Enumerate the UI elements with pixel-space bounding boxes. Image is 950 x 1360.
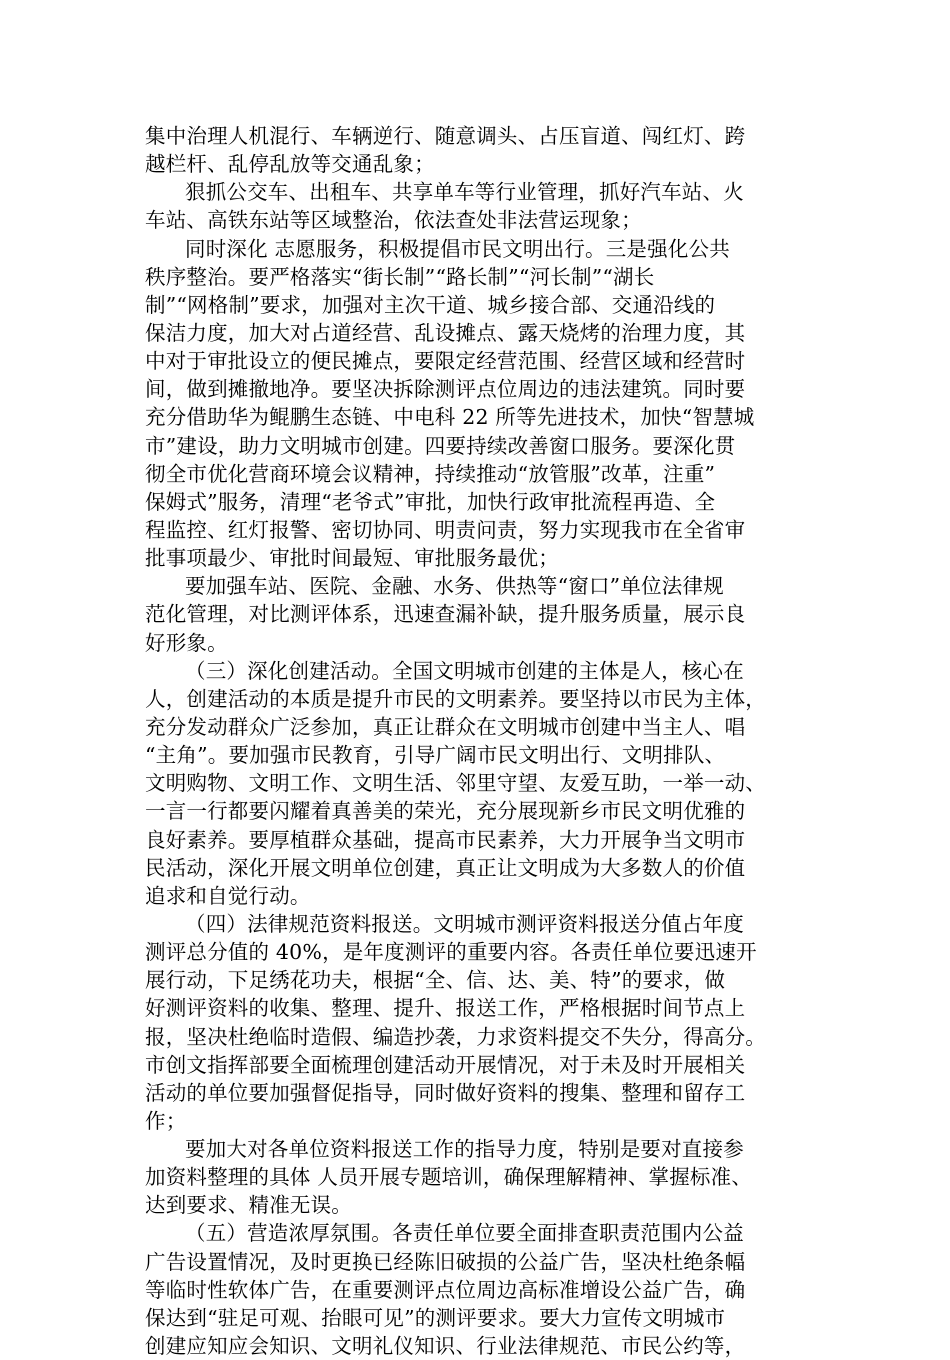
text-line: （三）深化创建活动。全国文明城市创建的主体是人，核心在 [185,658,744,683]
text-line: 同时深化 志愿服务，积极提倡市民文明出行。三是强化公共 [185,236,730,261]
text-line: 市创文指挥部要全面梳理创建活动开展情况，对于未及时开展相关 [145,1052,746,1077]
text-line: 报，坚决杜绝临时造假、编造抄袭，力求资料提交不失分，得高分。 [145,1024,766,1049]
text-line: 要加强车站、医院、金融、水务、供热等“窗口”单位法律规 [185,574,724,599]
text-line: 展行动，下足绣花功夫，根据“全、信、达、美、特”的要求，做 [145,968,726,993]
text-line: 达到要求、精准无误。 [145,1193,352,1218]
text-line: 程监控、红灯报警、密切协同、明责问责，努力实现我市在全省审 [145,517,746,542]
text-line: 好形象。 [145,630,228,655]
text-line: 民活动，深化开展文明单位创建，真正让文明成为大多数人的价值 [145,855,746,880]
text-line: 中对于审批设立的便民摊点，要限定经营范围、经营区域和经营时 [145,349,746,374]
text-line: 保洁力度，加大对占道经营、乱设摊点、露天烧烤的治理力度，其 [145,320,746,345]
text-line: 狠抓公交车、出租车、共享单车等行业管理，抓好汽车站、火 [185,180,744,205]
text-line: （五）营造浓厚氛围。各责任单位要全面排查职责范围内公益 [185,1221,744,1246]
text-line: 广告设置情况，及时更换已经陈旧破损的公益广告，坚决杜绝条幅 [145,1249,746,1274]
text-line: 彻全市优化营商环境会议精神，持续推动“放管服”改革，注重” [145,461,716,486]
text-line: 市”建设，助力文明城市创建。四要持续改善窗口服务。要深化贯 [145,433,736,458]
text-line: 等临时性软体广告，在重要测评点位周边高标准增设公益广告，确 [145,1277,746,1302]
text-line: 越栏杆、乱停乱放等交通乱象； [145,152,435,177]
text-line: （四）法律规范资料报送。文明城市测评资料报送分值占年度 [185,911,744,936]
text-line: 集中治理人机混行、车辆逆行、随意调头、占压盲道、闯红灯、跨 [145,124,746,148]
text-line: 批事项最少、审批时间最短、审批服务最优； [145,546,559,571]
text-line: 创建应知应会知识、文明礼仪知识、行业法律规范、市民公约等， [145,1334,746,1359]
text-line: 良好素养。要厚植群众基础，提高市民素养，大力开展争当文明市 [145,827,746,852]
text-line: 秩序整治。要严格落实“街长制”“路长制”“河长制”“湖长 [145,264,655,289]
text-line: 作； [145,1108,187,1133]
text-line: 人，创建活动的本质是提升市民的文明素养。要坚持以市民为主体， [145,686,766,711]
text-line: 充分借助华为鲲鹏生态链、中电科 22 所等先进技术，加快“智慧城 [145,405,755,430]
text-line: 充分发动群众广泛参加，真正让群众在文明城市创建中当主人、唱 [145,714,746,739]
text-line: 好测评资料的收集、整理、提升、报送工作，严格根据时间节点上 [145,996,746,1021]
text-line: 加资料整理的具体 人员开展专题培训，确保理解精神、掌握标准、 [145,1165,753,1190]
text-line: 保姆式”服务，清理“老爷式”审批，加快行政审批流程再造、全 [145,489,716,514]
text-line: 测评总分值的 40%，是年度测评的重要内容。各责任单位要迅速开 [145,940,757,965]
text-line: 范化管理，对比测评体系，迅速查漏补缺，提升服务质量，展示良 [145,602,746,627]
text-line: 要加大对各单位资料报送工作的指导力度，特别是要对直接参 [185,1137,744,1162]
text-line: 文明购物、文明工作、文明生活、邻里守望、友爱互助，一举一动、 [145,771,766,796]
text-line: 活动的单位要加强督促指导，同时做好资料的搜集、整理和留存工 [145,1080,746,1105]
text-line: 车站、高铁东站等区域整治，依法查处非法营运现象； [145,208,642,233]
text-line: 追求和自觉行动。 [145,883,311,908]
text-line: 间，做到摊撤地净。要坚决拆除测评点位周边的违法建筑。同时要 [145,377,746,402]
text-line: 保达到“驻足可观、抬眼可见”的测评要求。要大力宣传文明城市 [145,1305,726,1330]
text-line: 制”“网格制”要求，加强对主次干道、城乡接合部、交通沿线的 [145,292,716,317]
text-line: “主角”。要加强市民教育，引导广阔市民文明出行、文明排队、 [145,743,726,768]
text-line: 一言一行都要闪耀着真善美的荣光，充分展现新乡市民文明优雅的 [145,799,746,824]
document-body [145,122,821,1360]
